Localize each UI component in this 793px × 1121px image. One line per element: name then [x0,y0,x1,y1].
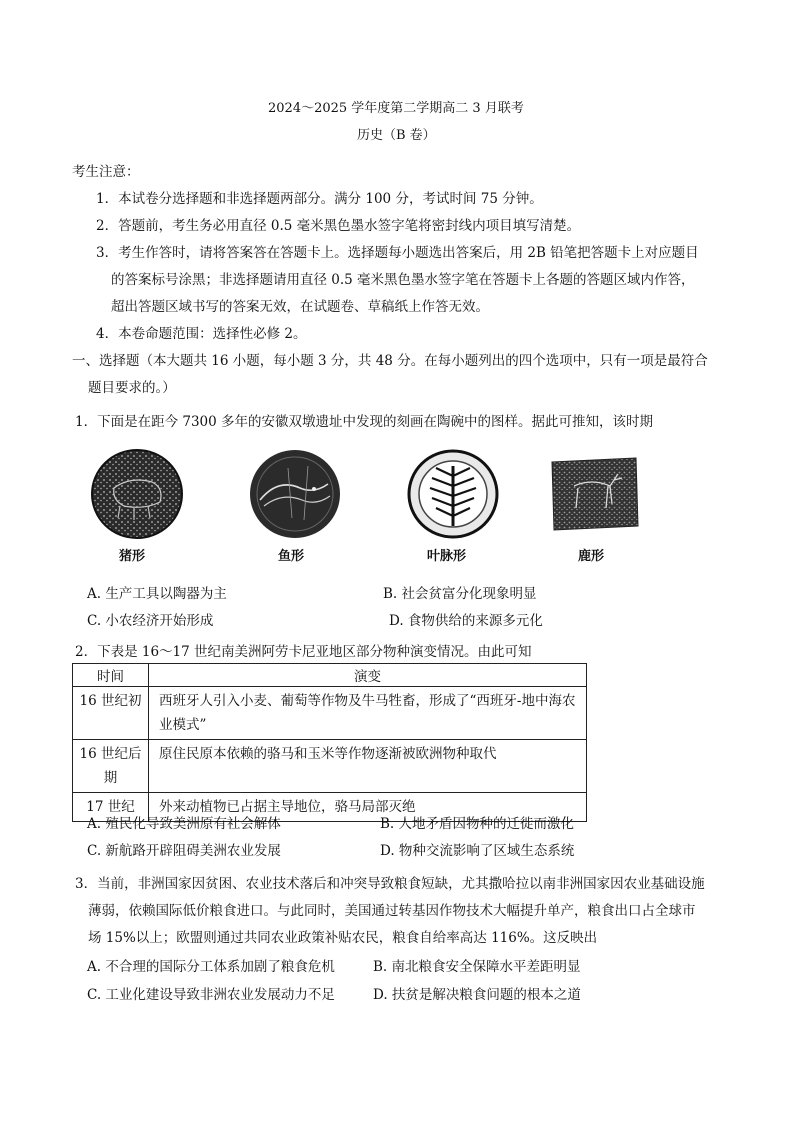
notice-item: 超出答题区域书写的答案无效，在试题卷、草稿纸上作答无效。 [111,299,489,315]
question-1-option-b: B. 社会贫富分化现象明显 [383,586,537,602]
question-1-stem: 1．下面是在距今 7300 多年的安徽双墩遗址中发现的刻画在陶碗中的图样。据此可推知，该时期 [75,414,654,430]
table-header-row [73,664,587,687]
table-cell-time: 16 世纪初 [79,693,142,709]
image-caption-deer: 鹿形 [578,549,605,564]
image-caption-fish: 鱼形 [278,549,305,564]
pig-pattern-image [90,448,184,540]
table-row [73,687,587,740]
table-row [73,740,587,793]
question-2-option-c: C. 新航路开辟阻碍美洲农业发展 [87,843,281,859]
notice-item: 4．本卷命题范围：选择性必修 2。 [96,326,307,342]
table-cell-evolution: 外来动植物已占据主导地位，骆马局部灭绝 [159,799,416,815]
question-2-option-a: A. 殖民化导致美洲原有社会解体 [87,816,281,832]
question-1-option-a: A. 生产工具以陶器为主 [87,586,227,602]
question-3-option-a: A. 不合理的国际分工体系加剧了粮食危机 [87,959,335,975]
question-3-option-c: C. 工业化建设导致非洲农业发展动力不足 [87,987,335,1003]
question-3-option-d: D. 扶贫是解决粮食问题的根本之道 [373,987,581,1003]
notice-item: 2．答题前，考生务必用直径 0.5 毫米黑色墨水签字笔将密封线内项目填写清楚。 [96,218,581,234]
section-heading: 一、选择题（本大题共 16 小题，每小题 3 分，共 48 分。在每小题列出的四个选项中，只有一项是最符合 [72,353,708,369]
question-1-option-c: C. 小农经济开始形成 [87,613,214,629]
notice-heading: 考生注意： [72,164,140,180]
table-header-time: 时间 [73,664,149,687]
exam-title: 2024～2025 学年度第二学期高二 3 月联考 [268,101,524,116]
notice-item: 3．考生作答时，请将答案答在答题卡上。选择题每小题选出答案后，用 2B 铅笔把答题卡上对应题目 [96,245,699,261]
table-cell-time: 17 世纪 [86,799,135,815]
question-3-stem-line: 场 15%以上；欧盟则通过共同农业政策补贴农民，粮食自给率高达 116%。这反映出 [88,930,598,946]
question-3-stem-line: 薄弱，依赖国际低价粮食进口。与此同时，美国通过转基因作物技术大幅提升单产，粮食出口占全球市 [88,903,696,919]
table-header-evolution: 演变 [149,664,587,687]
question-2-option-b: B. 人地矛盾因物种的迁徙而激化 [380,816,575,832]
species-evolution-table [72,663,587,822]
question-2-stem: 2．下表是 16～17 世纪南美洲阿劳卡尼亚地区部分物种演变情况。由此可知 [75,644,532,660]
image-caption-pig: 猪形 [119,549,146,564]
image-caption-leaf-vein: 叶脉形 [427,549,467,564]
leaf-vein-pattern-image [406,448,500,540]
table-cell-time: 16 世纪后期 [79,746,142,786]
notice-item: 的答案标号涂黑；非选择题请用直径 0.5 毫米黑色墨水签字笔在答题卡上各题的答题区域内作答， [111,272,695,288]
question-2-option-d: D. 物种交流影响了区域生态系统 [380,843,575,859]
subject-title: 历史（B 卷） [357,128,436,143]
notice-item: 1．本试卷分选择题和非选择题两部分。满分 100 分，考试时间 75 分钟。 [96,191,543,207]
section-heading-cont: 题目要求的。） [88,380,176,396]
fish-pattern-image [248,448,342,540]
table-cell-evolution: 原住民原本依赖的骆马和玉米等作物逐渐被欧洲物种取代 [159,746,497,762]
deer-pattern-image [548,456,640,532]
question-3-stem-line: 3．当前，非洲国家因贫困、农业技术落后和冲突导致粮食短缺，尤其撒哈拉以南非洲国家因农业基础设施 [75,876,705,892]
question-3-option-b: B. 南北粮食安全保障水平差距明显 [373,959,581,975]
question-1-option-d: D. 食物供给的来源多元化 [389,613,543,629]
table-cell-evolution: 西班牙人引入小麦、葡萄等作物及牛马牲畜，形成了“西班牙-地中海农业模式” [159,693,576,733]
